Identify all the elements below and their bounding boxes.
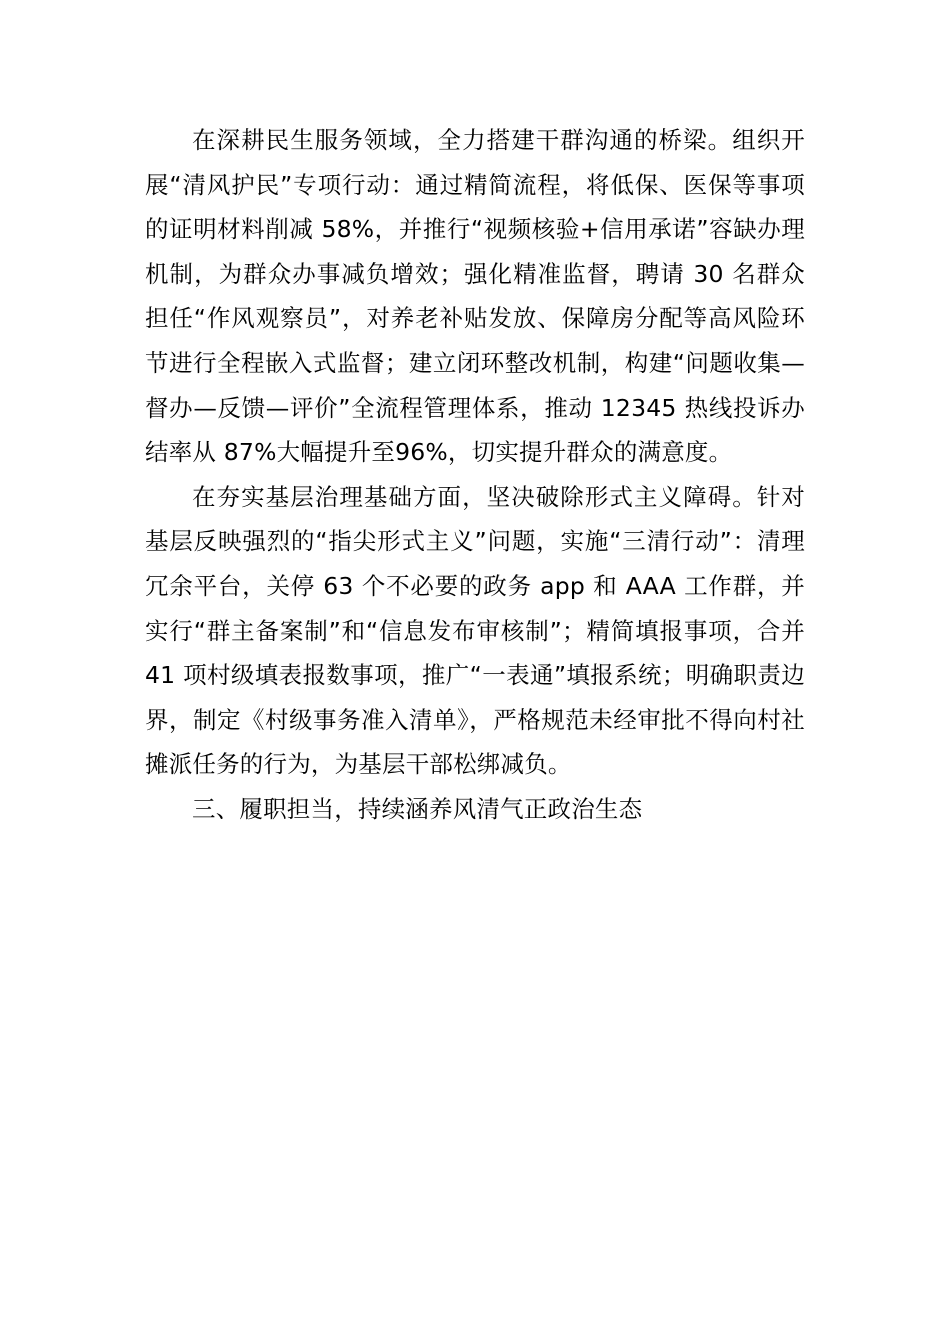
paragraph-grassroots-governance: 在夯实基层治理基础方面，坚决破除形式主义障碍。针对基层反映强烈的“指尖形式主义”问题，实施“三清行动”：清理冗余平台，关停 63 个不必要的政务 app 和 AAA 工作群，并实行“群主备案制”和“信息发布审核制”；精简填报事项，合并 41 项村级填表报数事项，推广“一表通”填报系统；明确职责边界，制定《村级事务准入清单》，严格规范未经审批不得向村社摊派任务的行为，为基层干部松绑减负。 (145, 482, 805, 779)
paragraph-livelihood-services: 在深耕民生服务领域，全力搭建干群沟通的桥梁。组织开展“清风护民”专项行动：通过精简流程，将低保、医保等事项的证明材料削减 58%，并推行“视频核验+信用承诺”容缺办理机制，为群众办事减负增效；强化精准监督，聘请 30 名群众担任“作风观察员”，对养老补贴发放、保障房分配等高风险环节进行全程嵌入式监督；建立闭环整改机制，构建“问题收集—督办—反馈—评价”全流程管理体系，推动 12345 热线投诉办结率从 87%大幅提升至96%，切实提升群众的满意度。 (145, 126, 805, 467)
document-page (145, 118, 805, 832)
section-heading-three: 三、履职担当，持续涵养风清气正政治生态 (192, 794, 643, 823)
